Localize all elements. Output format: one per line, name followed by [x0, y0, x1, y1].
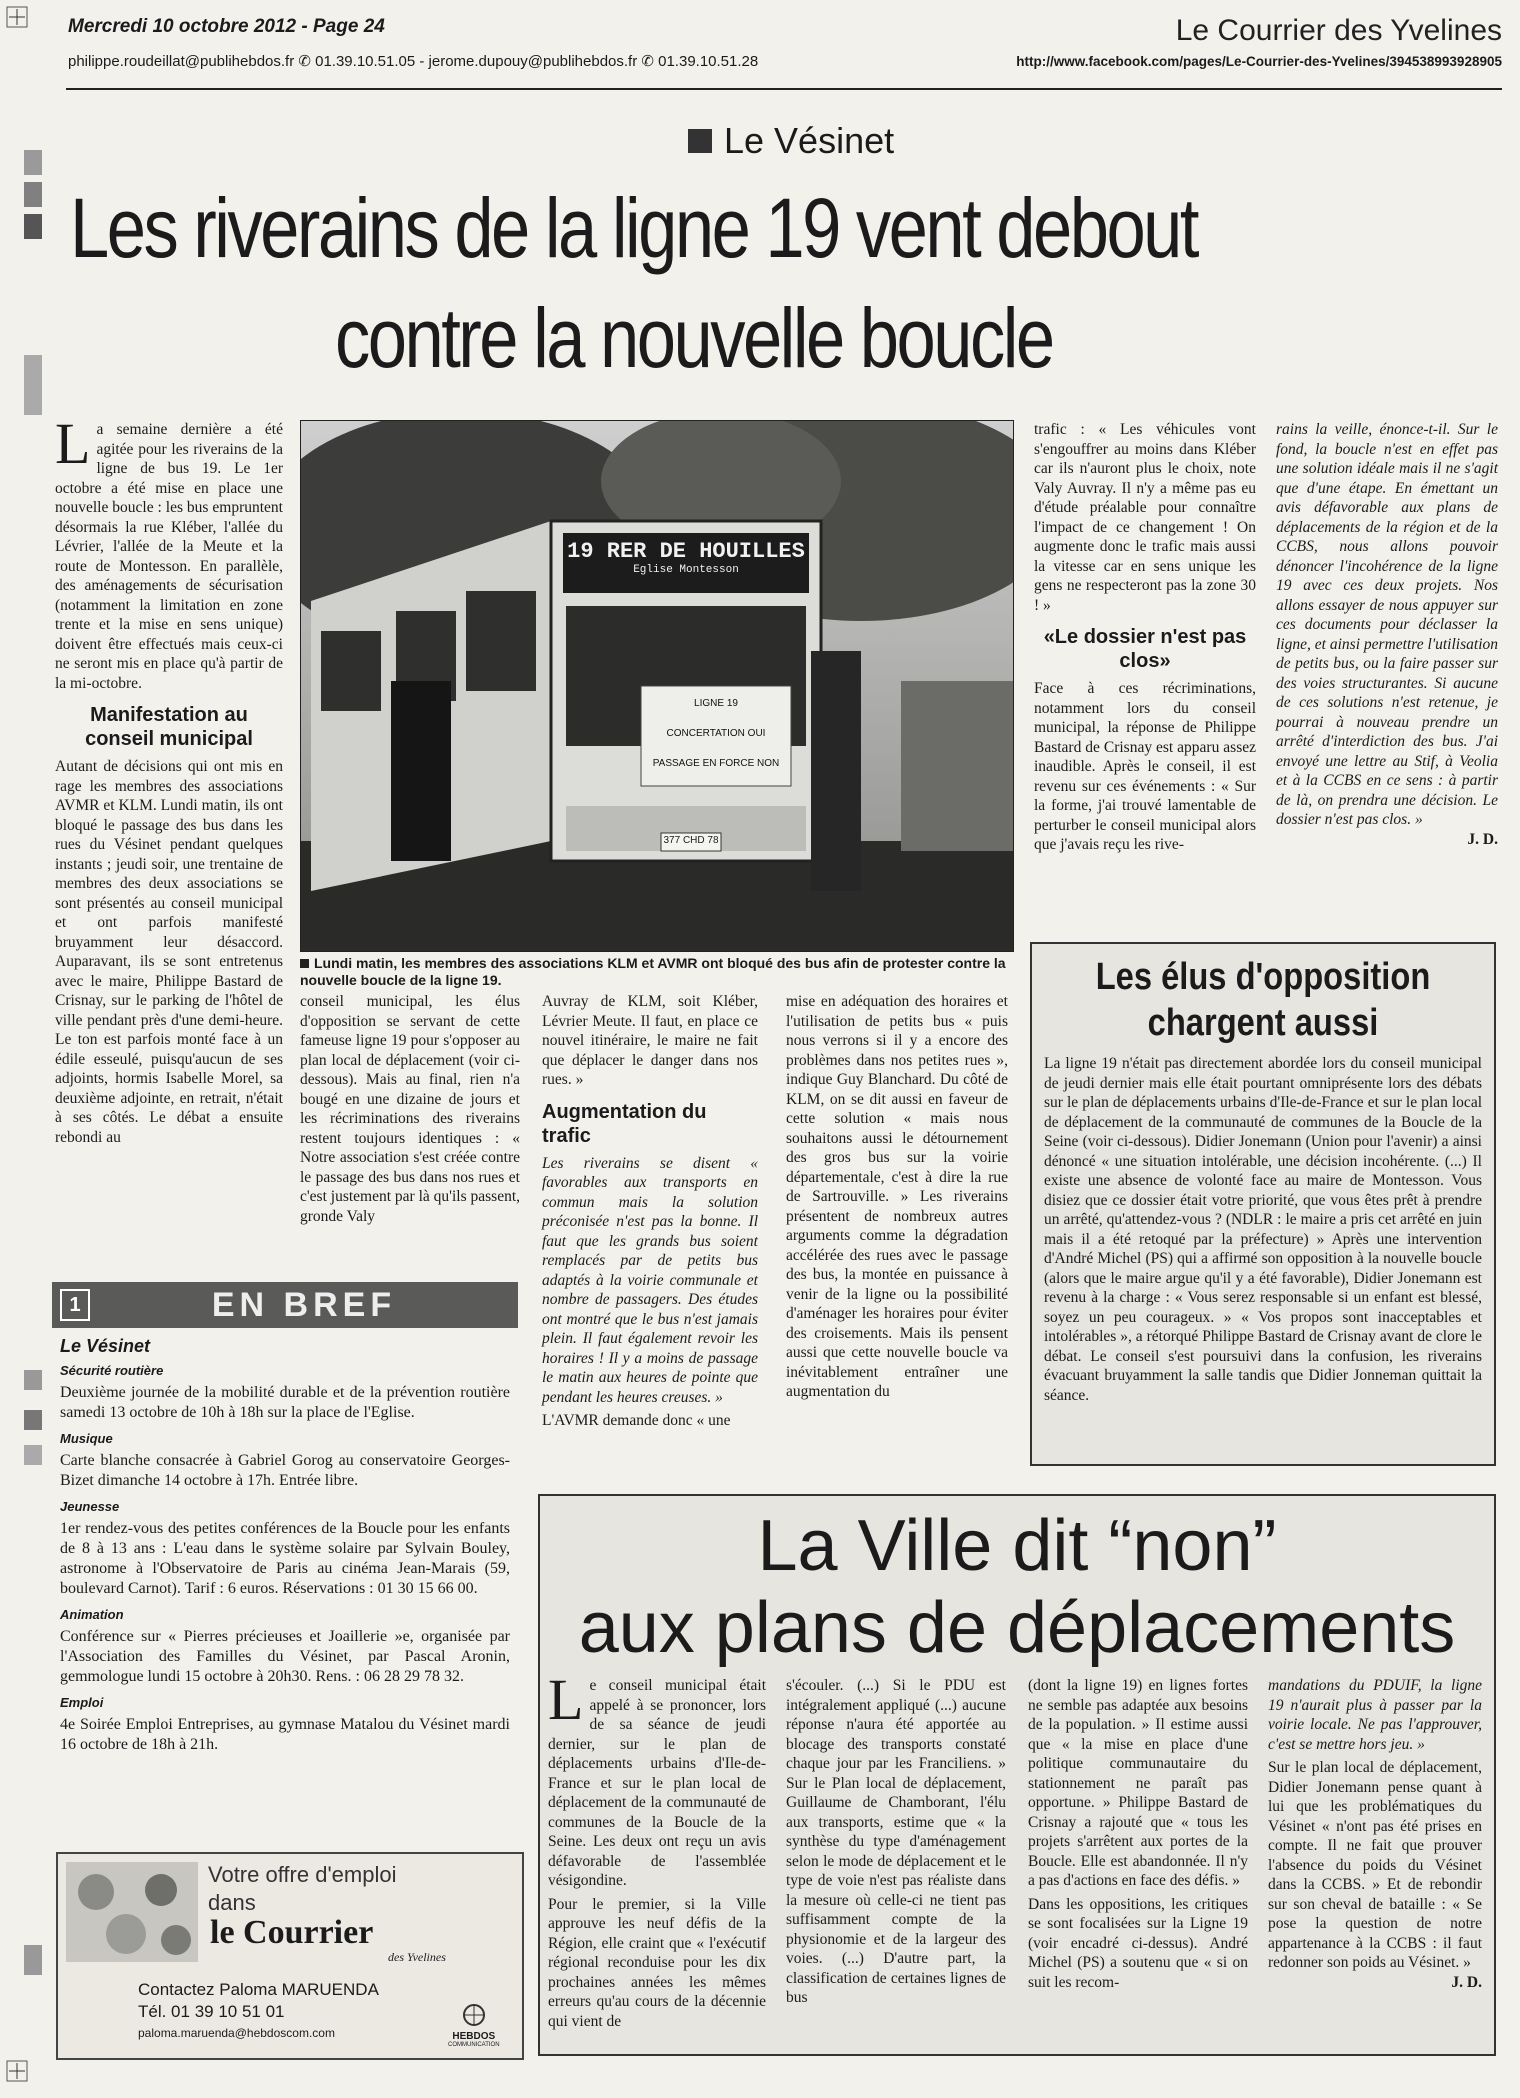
bref-text: Carte blanche consacrée à Gabriel Gorog au conservatoire Georges-Bizet dimanche 14 octobre à 17h. Entrée libre.: [60, 1452, 510, 1489]
header-date-page: Mercredi 10 octobre 2012 - Page 24: [68, 16, 385, 37]
ad-line1: Votre offre d'emploi: [208, 1862, 397, 1887]
main-title-line2: contre la nouvelle boucle: [335, 291, 1053, 385]
registration-mark-icon: [6, 6, 28, 28]
job-ad: [56, 1852, 524, 2060]
facebook-url: http://www.facebook.com/pages/Le-Courrier-des-Yvelines/394538993928905: [1016, 54, 1502, 69]
paragraph: a semaine dernière a été agitée pour les riverains de la ligne de bus 19. Le 1er octobre a été mise en place une nouvelle boucle : les bus empruntent désormais la rue Kléber, l'allée du Lévrier, l'allée de la Meute et la route de Montesson. En parallèle, des aménagements de sécurisation (notamment la limitation en zone trente et la mise en sens unique) doivent être effectués mais ceux-ci ne seront mis en place qu'à partir de la mi-octobre.: [55, 421, 283, 692]
color-bar: [24, 1410, 42, 1430]
header-contacts: philippe.roudeillat@publihebdos.fr ✆ 01.39.10.51.05 - jerome.dupouy@publihebdos.fr ✆ 01.39.10.51.28: [68, 53, 759, 70]
bref-category: Animation: [60, 1607, 124, 1622]
ad-brand-sub: des Yvelines: [388, 1950, 446, 1964]
rubric-square-icon: [688, 129, 712, 153]
main-title-line1: Les riverains de la ligne 19 vent debout: [70, 181, 1197, 275]
opposition-title-line1: Les élus d'opposition: [1095, 956, 1431, 998]
article-column-2: [300, 992, 520, 1226]
caption-square-icon: [300, 959, 309, 968]
ad-logo-sub: COMMUNICATION: [448, 2042, 500, 2048]
bref-category: Sécurité routière: [60, 1363, 164, 1378]
ville-title-line2: aux plans de déplacements: [578, 1588, 1456, 1668]
header-rule: [66, 88, 1502, 90]
subhead-manifestation: Manifestation au conseil municipal: [85, 704, 253, 750]
bref-text: 1er rendez-vous des petites conférences de la Boucle pour les enfants de 8 à 13 ans : L'eau dans le système solaire par Sylvain Bouley, astronome à l'Observatoire de Paris au cinéma Jean-Marais (59, boulevard Carnot). Tarif : 6 euros. Réservations : 01 30 15 66 00.: [60, 1520, 510, 1597]
paragraph: Face à ces récriminations, notamment lors du conseil municipal, la réponse de Philippe Bastard de Crisnay est apparu assez inaudible. Après le conseil, il est revenu sur ces événements : « Sur la forme, j'ai trouvé lamentable de perturber le conseil municipal alors que j'avais reçu les rive-: [1034, 680, 1256, 853]
ad-contact: Contactez Paloma MARUENDA: [138, 1980, 379, 1999]
paragraph: mandations du PDUIF, la ligne 19 n'aurait plus à passer par la voirie locale. Ne pas l'approuver, c'est se mettre hors jeu. »: [1268, 1677, 1482, 1753]
ville-column-3: [1028, 1676, 1248, 1992]
en-bref-town: Le Vésinet: [60, 1336, 151, 1356]
placard-line: CONCERTATION OUI: [666, 728, 766, 739]
protest-placard: [643, 689, 789, 779]
bref-category: Musique: [60, 1431, 113, 1446]
paragraph: conseil municipal, les élus d'opposition se servant de cette fameuse ligne 19 pour s'opposer au plan local de déplacement (voir ci-dessous). Mais au final, rien n'a bougé en une dizaine de jours et les récriminations des riverains restent toujours identiques : « Notre association s'est créée contre le passage des bus dans nos rues et c'est justement par là qu'ils passent, gronde Valy: [300, 993, 520, 1225]
paragraph: Sur le plan local de déplacement, Didier Jonemann pense quant à lui que les problématiques du Vésinet « n'ont pas été prises en compte. Il ne fait que prouver l'absence du poids du Vésinet dans la CCBS. » Et de rebondir sur son cheval de bataille : « Se pose la question de notre appartenance à la CCBS : il faut redonner son poids au Vésinet. »: [1268, 1759, 1482, 1971]
ad-photos: [66, 1862, 198, 1962]
en-bref-items: [52, 1361, 518, 1755]
ville-title-line1: La Ville dit “non”: [757, 1506, 1277, 1586]
caption-text: Lundi matin, les membres des associations KLM et AVMR ont bloqué des bus afin de protester contre la nouvelle boucle de la ligne 19.: [300, 955, 1006, 988]
bref-text: Conférence sur « Pierres précieuses et Joaillerie »e, organisée par l'Association des Familles du Vésinet, par Pascal Aronin, gemmologue lundi 15 octobre à 20h30. Rens. : 06 28 29 78 32.: [60, 1628, 510, 1685]
article-column-5: [1034, 420, 1256, 855]
paragraph: rains la veille, énonce-t-il. Sur le fond, la boucle n'est en effet pas une solution idéale mais il ne s'agit que d'une étape. En émettant un avis défavorable aux plans de déplacements de la région et de la CCBS, nous allons pouvoir dénoncer l'incohérence de la ligne 19 avec ces deux projets. Nos allons essayer de nous appuyer sur ces documents pour déclasser la ligne, et ainsi permettre l'utilisation de petits bus, ou la faire passer sur des voies structurantes. Si aucune de ces solutions n'est retenue, je pourrai à nouveau prendre un arrêté d'interdiction des bus. J'ai envoyé une lettre au Stif, à Veolia et à la CCBS en ce sens : à partir de là, on prendra une décision. Le dossier n'est pas clos. »: [1276, 421, 1498, 828]
rubric-label: Le Vésinet: [724, 120, 895, 161]
drop-cap: L: [55, 411, 91, 476]
license-plate: 377 CHD 78: [663, 835, 719, 846]
paragraph: Les riverains se disent « favorables aux transports en commun mais la solution préconisée n'est pas la bonne. Il faut que les grands bus soient remplacés par de petits bus adaptés à la voirie communale et nombre de passagers. Des études ont montré que le bus n'est jamais plein. Il faut également revoir les horaires ! Il y a moins de passage le matin aux heures de pointe que pendant les heures creuses. »: [542, 1154, 758, 1406]
paragraph: e conseil municipal était appelé à se prononcer, lors de sa séance de jeudi dernier, sur le plan de déplacements urbains d'Ile-de-France et sur le plan local de déplacement de la communauté de communes de la Boucle de la Seine. Les deux ont reçu un avis défavorable de l'assemblée vésigondine.: [548, 1677, 766, 1889]
en-bref-header: [52, 1282, 518, 1328]
bus-photo: [300, 420, 1014, 952]
registration-mark-icon: [6, 2060, 28, 2082]
paragraph: (dont la ligne 19) en lignes fortes ne semble pas adaptée aux besoins de la population. » Il estime aussi que « la mise en place d'une politique communautaire du stationnement ne paraît pas opportune. » Philippe Bastard de Crisnay a rajouté que « tous les projets s'arrêtent aux portes de la Boucle. Elle est abandonnée. Il n'y a pas d'actions en face des défis. »: [1028, 1677, 1248, 1889]
bus-sign-line2: Eglise Montesson: [633, 564, 739, 576]
placard-line: LIGNE 19: [694, 698, 738, 709]
ad-line2: dans: [208, 1890, 256, 1915]
hebdos-logo-icon: [461, 2004, 487, 2026]
paper-name: Le Courrier des Yvelines: [1175, 14, 1502, 47]
bref-text: 4e Soirée Emploi Entreprises, au gymnase Matalou du Vésinet mardi 16 octobre de 18h à 21h.: [60, 1716, 510, 1753]
article-column-4: [786, 992, 1008, 1402]
paragraph: mise en adéquation des horaires et l'utilisation de petits bus « puis nous verrons si il y a encore des problèmes dans nos petites rues », indique Guy Blanchard. Du côté de KLM, on se dit aussi en faveur de cette solution « mais nous souhaitons aussi le détournement des gros bus sur la voirie départementale, c'est à dire la rue de Sartrouville. » Les riverains présentent de nombreux autres arguments comme la dégradation accélérée des rues avec le passage des bus, la montée en puissance à venir de la ligne ou la possibilité d'aménager les horaires pour éviter des croisements. Mais ils pensent aussi que cette nouvelle boucle va inévitablement entraîner une augmentation du: [786, 993, 1008, 1400]
color-bar: [24, 1370, 42, 1390]
photo-caption: [300, 955, 1012, 989]
opposition-title-line2: chargent aussi: [1147, 1002, 1379, 1044]
opposition-body: La ligne 19 n'était pas directement abordée lors du conseil municipal de jeudi dernier mais elle était pourtant omniprésente lors des débats sur le plan de déplacements urbains d'Ile-de-France et sur le plan local de déplacement de la communauté de communes de la Boucle de la Seine (voir ci-dessous). Didier Jonemann (Union pour l'avenir) a ainsi dénoncé « une situation intolérable, une décision incohérente. (...) Il existe une absence de volonté face au maire de Montesson. Vous disiez que ce dossier était votre priorité, que vous êtes prêt à prendre un arrêté, qu'attendez-vous ? (NDLR : le maire a pris cet arrêté en juin mais il a été retoqué par la préfecture) » Après une intervention d'André Michel (PS) qui a affirmé son opposition à la nouvelle boucle (alors que le maire argue qu'il y a été favorable), Didier Jonemann est revenu à la charge : « Vous serez responsable si un enfant est blessé, soyez un peu courageux. » « Vos propos sont inacceptables et intolérables », a rétorqué Philippe Bastard de Crisnay avant de clore le débat. Le conseil s'est poursuivi dans la confusion, les riverains évacuant bruyamment la salle tandis que Didier Jonneman quittait la séance.: [1044, 1055, 1482, 1404]
bus-sign: [566, 539, 806, 576]
ad-logo: [448, 2004, 500, 2048]
paragraph: Auvray de KLM, soit Kléber, Lévrier Meute. Il faut, en place ce nouvel itinéraire, le maire ne fait que déplacer le danger dans nos rues. »: [542, 993, 758, 1088]
paragraph: Pour le premier, si la Ville approuve les neuf défis de la Région, elle craint que « l'exécutif régional reconduise pour les dix prochaines années les mêmes erreurs qu'au cours de la décennie qui vient de: [548, 1895, 766, 2030]
color-bar: [24, 1445, 42, 1465]
placard-line: PASSAGE EN FORCE NON: [652, 758, 780, 769]
ville-column-4: [1268, 1676, 1482, 1992]
paragraph: trafic : « Les véhicules vont s'engouffrer au moins dans Kléber car ils n'auront plus le choix, note Valy Auvray. Il n'y a même pas eu d'étude préalable pour connaître l'impact de ce changement ! On augmente donc le trafic mais aussi la vitesse car en sens unique les gens ne respecteront pas la zone 30 ! »: [1034, 421, 1256, 614]
ad-brand: le Courrier: [210, 1914, 374, 1951]
bref-text: Deuxième journée de la mobilité durable et de la prévention routière samedi 13 octobre de 10h à 18h sur la place de l'Eglise.: [60, 1384, 510, 1421]
drop-cap: L: [548, 1667, 584, 1732]
bus-sign-line1: 19 RER DE HOUILLES: [567, 539, 805, 564]
subhead-trafic: Augmentation du trafic: [542, 1100, 707, 1147]
en-bref-box: [52, 1282, 518, 1842]
ad-logo-text: HEBDOS: [452, 2031, 496, 2042]
article-column-6: [1276, 420, 1498, 849]
en-bref-number: 1: [60, 1289, 90, 1321]
color-bar: [24, 1945, 42, 1975]
bref-category: Jeunesse: [60, 1499, 120, 1514]
article-column-3: [542, 992, 758, 1431]
article-column-1: [55, 411, 283, 1147]
bref-category: Emploi: [60, 1695, 104, 1710]
signature: J. D.: [1451, 1973, 1482, 1991]
paragraph: L'AVMR demande donc « une: [542, 1412, 731, 1429]
opposition-box: [1030, 942, 1496, 1466]
paragraph: Autant de décisions qui ont mis en rage les membres des associations AVMR et KLM. Lundi matin, ils ont bloqué le passage des bus dans les rues du Vésinet pendant quelques instants ; jeudi soir, une trentaine de membres des deux associations se sont présentés au conseil municipal et ont parfois manifesté bruyamment leur désaccord. Auparavant, ils se sont entretenus avec le maire, Philippe Bastard de Crisnay, sur le parking de l'hôtel de ville pendant près d'une demi-heure. Le ton est parfois monté face à un édile esseulé, puisqu'aucun de ses adjoints, hormis Isabelle Morel, sa deuxième adjointe, en retrait, n'était à ses côtés. Le débat a ensuite rebondi au: [55, 758, 283, 1146]
color-bar: [24, 150, 42, 175]
subhead-dossier: «Le dossier n'est pas clos»: [1043, 626, 1247, 672]
en-bref-title: EN BREF: [211, 1285, 397, 1324]
bus-photo-illustration: [301, 421, 1013, 951]
paragraph: Dans les oppositions, les critiques se sont focalisées sur la Ligne 19 (voir encadré ci-dessus). André Michel (PS) a soutenu que « si on suit les recom-: [1028, 1895, 1248, 1991]
ad-phone: Tél. 01 39 10 51 01: [138, 2002, 285, 2021]
color-bar: [24, 182, 42, 207]
rubric: [688, 120, 894, 162]
ville-column-1: [548, 1667, 766, 2031]
color-bar: [24, 355, 42, 415]
ville-column-2: [786, 1676, 1006, 2008]
ad-email: paloma.maruenda@hebdoscom.com: [138, 2026, 335, 2040]
color-bar: [24, 214, 42, 239]
signature: J. D.: [1467, 830, 1498, 848]
paragraph: s'écouler. (...) Si le PDU est intégralement appliqué (...) aucune réponse n'aura été apportée au blocage des transports constaté chaque jour par les Franciliens. » Sur le Plan local de déplacement, Guillaume de Chamborant, l'élu aux transports, estime que « la synthèse du type d'aménagement selon le mode de déplacement et le type de voie n'est pas réaliste dans la mesure où celle-ci ne tient pas suffisamment compte de la physionomie et de la largeur des voies. (...) D'autre part, la classification de certaines lignes de bus: [786, 1677, 1006, 2006]
